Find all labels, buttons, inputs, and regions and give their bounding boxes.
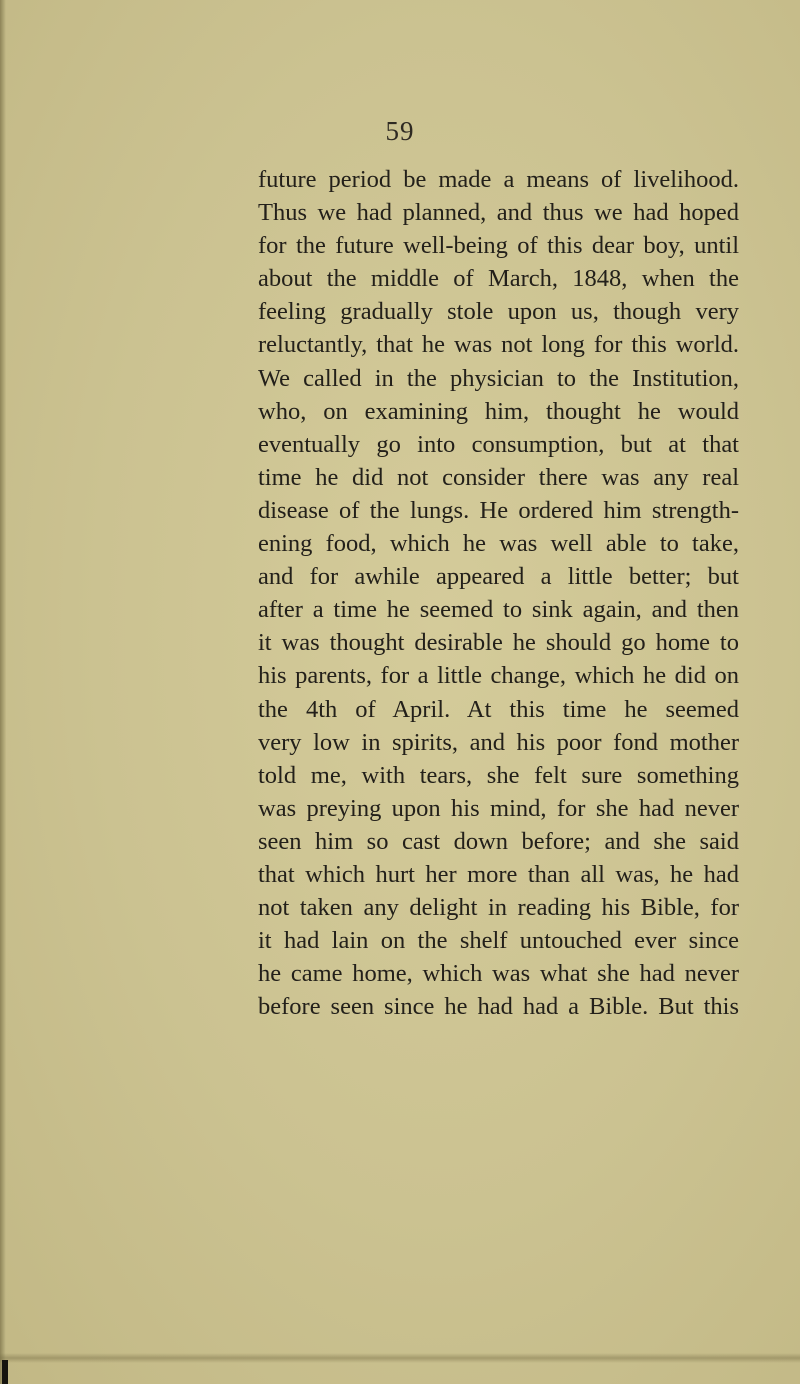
text-line: it was thought desirable he should go home to xyxy=(258,629,739,657)
text-line: future period be made a means of livelihood. xyxy=(258,166,739,193)
text-line: Thus we had planned, and thus we had hoped xyxy=(258,199,739,227)
text-line: reluctantly, that he was not long for this world. xyxy=(258,331,739,359)
scan-corner-mark xyxy=(2,1360,8,1384)
text-line: about the middle of March, 1848, when the xyxy=(258,265,739,293)
text-line: he came home, which was what she had never xyxy=(258,960,739,988)
text-line: told me, with tears, she felt sure something xyxy=(258,761,739,789)
text-line: after a time he seemed to sink again, and then xyxy=(258,596,739,624)
text-line: was preying upon his mind, for she had never xyxy=(258,794,739,822)
text-line: for the future well-being of this dear boy, until xyxy=(258,232,739,260)
page-number: 59 xyxy=(385,116,415,146)
text-line: that which hurt her more than all was, he had xyxy=(258,860,739,888)
page-bottom-shadow xyxy=(0,1353,800,1363)
text-line: We called in the physician to the Institution, xyxy=(258,364,739,392)
text-line: eventually go into consumption, but at that xyxy=(258,430,739,458)
text-line: ening food, which he was well able to take, xyxy=(258,530,739,558)
text-line: before seen since he had had a Bible. But this xyxy=(258,993,739,1021)
text-line: very low in spirits, and his poor fond mother xyxy=(258,728,739,756)
text-line: disease of the lungs. He ordered him strength- xyxy=(258,496,739,524)
text-line: it had lain on the shelf untouched ever since xyxy=(258,927,739,955)
text-line: and for awhile appeared a little better; but xyxy=(258,563,739,591)
body-text xyxy=(258,163,739,1023)
text-line: who, on examining him, thought he would xyxy=(258,397,739,425)
text-line: not taken any delight in reading his Bible, for xyxy=(258,894,739,922)
text-line: the 4th of April. At this time he seemed xyxy=(258,695,739,723)
text-line: his parents, for a little change, which he did on xyxy=(258,662,739,690)
page-binding-edge xyxy=(0,0,6,1384)
text-line: seen him so cast down before; and she said xyxy=(258,827,739,855)
text-line: feeling gradually stole upon us, though very xyxy=(258,298,739,326)
text-line: time he did not consider there was any real xyxy=(258,463,739,491)
